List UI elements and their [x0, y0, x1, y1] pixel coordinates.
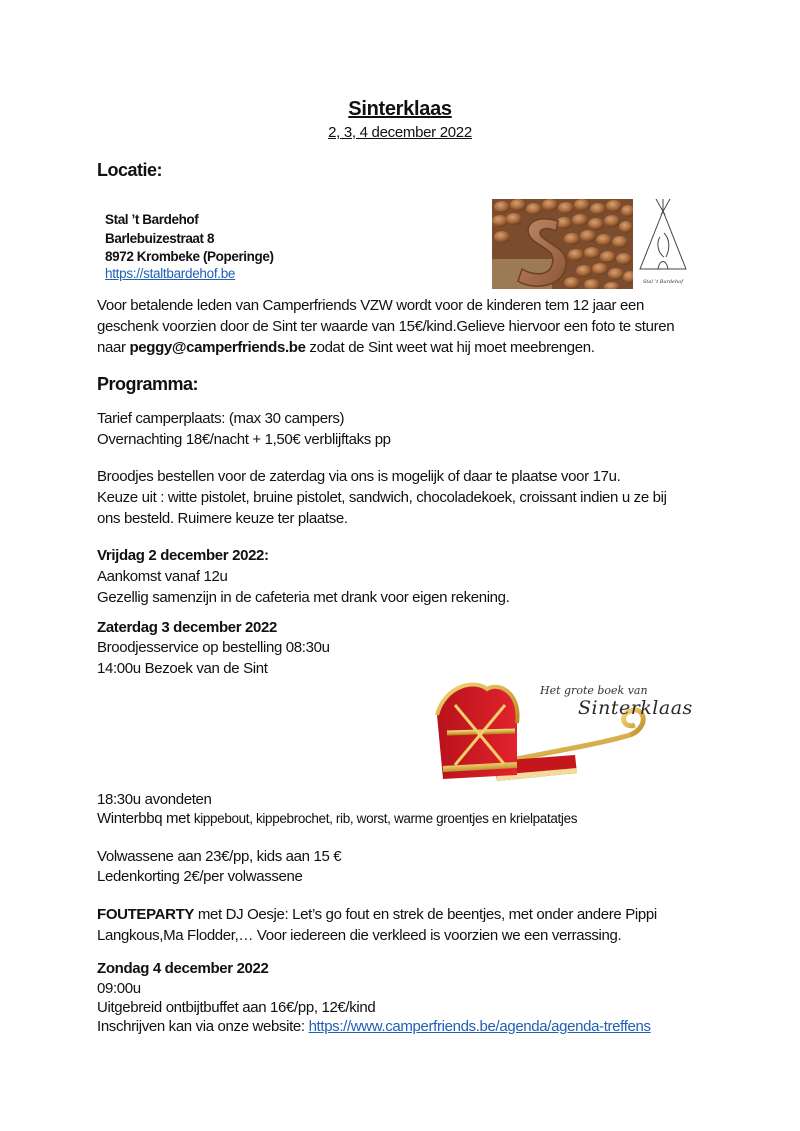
- vrijdag-line-1: Aankomst vanaf 12u: [97, 568, 228, 585]
- registration-link[interactable]: https://www.camperfriends.be/agenda/agenda-treffens: [308, 1018, 651, 1035]
- venue-name: Stal ’t Bardehof: [105, 212, 199, 227]
- registration-prefix: Inschrijven kan via onze website:: [97, 1018, 309, 1035]
- zaterdag-line-3: 18:30u avondeten: [97, 791, 212, 808]
- programma-heading: Programma:: [97, 374, 199, 394]
- venue-city: 8972 Krombeke (Poperinge): [105, 249, 274, 264]
- zondag-line-3: [97, 1016, 651, 1037]
- venue-website[interactable]: https://staltbardehof.be: [105, 266, 236, 281]
- zondag-line-1: 09:00u: [97, 980, 141, 997]
- intro-line-3: [97, 337, 595, 358]
- vrijdag-heading: Vrijdag 2 december 2022:: [97, 547, 269, 564]
- pepernoten-image: [492, 199, 633, 289]
- overnachting-line: Overnachting 18€/nacht + 1,50€ verblijftaks pp: [97, 431, 391, 448]
- page-title: Sinterklaas: [348, 98, 452, 120]
- zaterdag-line-2: 14:00u Bezoek van de Sint: [97, 660, 268, 677]
- intro-line-1: Voor betalende leden van Camperfriends VZW wordt voor de kinderen tem 12 jaar een: [97, 297, 644, 314]
- intro-line-2: geschenk voorzien door de Sint ter waarde van 15€/kind.Gelieve hiervoor een foto te sturen: [97, 318, 675, 335]
- vrijdag-line-2: Gezellig samenzijn in de cafeteria met drank voor eigen rekening.: [97, 589, 510, 606]
- broodjes-line-2: Keuze uit : witte pistolet, bruine pistolet, sandwich, chocoladekoek, croissant indien u ze bij: [97, 489, 667, 506]
- bbq-menu: kippebout, kippebrochet, rib, worst, warme groentjes en krielpatatjes: [193, 811, 578, 826]
- bbq-prefix: Winterbbq met: [97, 810, 194, 827]
- broodjes-line-3: ons besteld. Ruimere keuze ter plaatse.: [97, 510, 348, 527]
- zondag-line-2: Uitgebreid ontbijtbuffet aan 16€/pp, 12€/kind: [97, 999, 376, 1016]
- logo-caption: Stal ’t Bardehof: [643, 279, 684, 285]
- locatie-heading: Locatie:: [97, 160, 163, 180]
- zaterdag-discount-line: Ledenkorting 2€/per volwassene: [97, 868, 303, 885]
- intro-line-3-suffix: zodat de Sint weet wat hij moet meebrengen.: [305, 339, 595, 356]
- zaterdag-line-1: Broodjesservice op bestelling 08:30u: [97, 639, 330, 656]
- broodjes-line-1: Broodjes bestellen voor de zaterdag via ons is mogelijk of daar te plaatse voor 17u.: [97, 468, 621, 485]
- venue-website-link[interactable]: [105, 266, 235, 281]
- party-title: FOUTEPARTY: [97, 906, 195, 923]
- contact-email: peggy@camperfriends.be: [129, 339, 306, 356]
- venue-street: Barlebuizestraat 8: [105, 231, 215, 246]
- zaterdag-heading: Zaterdag 3 december 2022: [97, 619, 278, 636]
- bardehof-logo: [634, 197, 692, 279]
- party-line-1: [97, 904, 657, 925]
- zaterdag-line-4: [97, 808, 577, 829]
- tarief-line: Tarief camperplaats: (max 30 campers): [97, 410, 345, 427]
- intro-line-3-prefix: naar: [97, 339, 130, 356]
- party-line-2: Langkous,Ma Flodder,… Voor iedereen die verkleed is voorzien we een verrassing.: [97, 927, 622, 944]
- event-dates: 2, 3, 4 december 2022: [328, 124, 472, 141]
- zondag-heading: Zondag 4 december 2022: [97, 960, 269, 977]
- zaterdag-price-line: Volwassene aan 23€/pp, kids aan 15 €: [97, 848, 342, 865]
- book-title-large: Sinterklaas: [578, 697, 693, 719]
- book-title-small: Het grote boek van: [540, 684, 648, 697]
- party-description: met DJ Oesje: Let’s go fout en strek de beentjes, met onder andere Pippi: [194, 906, 657, 923]
